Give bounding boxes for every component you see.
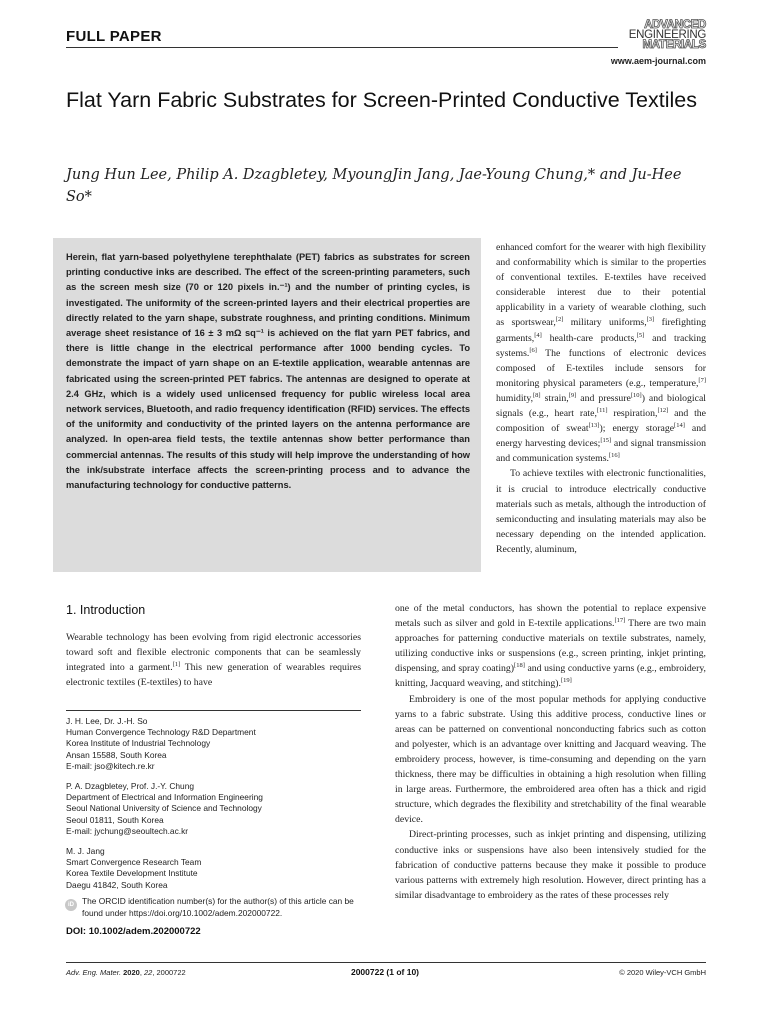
affiliation-line: Human Convergence Technology R&D Department [66,727,256,738]
page-number: 2000722 (1 of 10) [350,967,420,977]
text-run: The functions of electronic devices composed of E-textiles include sensors for monitoring physical parameters (e.g., temperature, [496,347,706,389]
footer-article: 2000722 [156,968,186,977]
text-run: and the composition of sweat [496,408,706,435]
doi-link[interactable]: DOI: 10.1002/adem.202000722 [66,926,201,937]
affiliation-block [66,846,366,891]
paragraph [395,601,706,692]
logo-line-2: ENGINEERING [628,29,706,41]
text-run: firefighting garments, [496,317,707,344]
affiliation-line: P. A. Dzagbletey, Prof. J.-Y. Chung [66,781,195,791]
affiliation-line: Daegu 41842, South Korea [66,879,168,890]
affiliation-line: M. J. Jang [66,846,105,856]
affiliation-line: Korea Institute of Industrial Technology [66,738,211,749]
citation-link[interactable]: [17] [614,616,626,624]
text-run: and energy harvesting devices; [496,423,706,450]
header-rule [66,47,618,48]
affiliation-line: Seoul 01811, South Korea [66,814,164,825]
affiliation-line: J. H. Lee, Dr. J.-H. So [66,716,148,726]
affiliation-line: Korea Textile Development Institute [66,868,198,879]
text-run: military uniforms, [563,317,647,329]
footer-citation: Adv. Eng. Mater. 2020, 22, 2000722 [66,968,186,977]
affiliation-rule [66,710,361,711]
footer-rule [66,962,706,963]
citation-link[interactable]: [19] [560,677,572,685]
text-run: humidity, [496,392,534,404]
abstract-text: Herein, flat yarn-based polyethylene terephthalate (PET) fabrics as substrates for screen printing conductive inks are described. The effect of the screen-printing parameters, such as the screen mesh size (70 or 120 pixels in.⁻¹) and the number of printing cycles, is investigated. The uniformity of the screen-printed layers and their electrical properties are directly related to the yarn shape, substrate roughness, and printing conditions. Minimum average sheet resistance of 16 ± 3 mΩ sq⁻¹ is achieved on the flat yarn PET fabrics, and there is little change in the electrical performance after 1000 bending cycles. To demonstrate the impact of yarn shape on an E-textile application, wearable antennas are fabricated using the screen-printed PET fabrics. The antennas are designed to operate at 2.4 GHz, which is a widely used unlicensed frequency for public wireless local area network services, Bluetooth, and radio frequency identification (RFID) services. The effects of the uniformity and conductivity of the printed layers on the antenna performance are analyzed. In open-area field tests, the textile antennas show better performance than commercial antennas. The results of this study will help improve the understanding of how the ink/substrate interface affects the screen-printing process and to advance the manufacturing technology for conductive patterns. [66,252,470,491]
paragraph: To achieve textiles with electronic functionalities, it is crucial to introduce electrically conductive materials such as metals, although the introduction of semiconducting and insulating materials may also be necessary depending on the intended application. Recently, aluminum, [496,468,706,555]
affiliation-email[interactable]: E-mail: jso@kitech.re.kr [66,760,155,771]
right-column [496,240,706,557]
text-run: and using conductive yarns (e.g., embroidery, knitting, Jacquard weaving, and stitching). [395,663,706,690]
text-run: respiration, [607,408,658,420]
affiliation-email[interactable]: E-mail: jychung@seoultech.ac.kr [66,825,189,836]
text-run: one of the metal conductors, has shown the potential to replace expensive metals such as silver and gold in E-textile applications. [395,603,706,630]
affiliation-block [66,716,366,772]
journal-url-link[interactable]: www.aem-journal.com [610,56,706,66]
text-run: There are two main approaches for patterning conductive materials on textile substrates, namely, utilizing conductive inks or suspensions (e.g., screen printing, inkjet printing, dispensing, and spray coating) [395,618,706,675]
citation-link[interactable]: [14] [674,421,685,429]
footer-volume: 22 [143,968,153,977]
citation-link[interactable]: [3] [646,316,655,324]
logo-line-1: ADVANCED [644,19,706,31]
citation-link[interactable]: [5] [636,331,645,339]
article-title: Flat Yarn Fabric Substrates for Screen-Printed Conductive Textiles [66,88,697,112]
citation-link[interactable]: [1] [172,660,181,668]
copyright: © 2020 Wiley-VCH GmbH [619,968,706,977]
intro-paragraph [66,630,361,690]
text-run: ) and biological signals (e.g., heart rate, [496,392,706,420]
citation-link[interactable]: [12] [657,406,669,414]
citation-link[interactable]: [11] [596,406,608,414]
citation-link[interactable]: [6] [529,346,537,354]
text-run: and pressure [576,392,631,404]
text-run: ); energy storage [599,423,675,435]
footer-journal: Adv. Eng. Mater. [66,968,122,977]
affiliation-line: Smart Convergence Research Team [66,857,202,868]
citation-link[interactable]: [16] [608,452,620,460]
orcid-note: The ORCID identification number(s) for the author(s) of this article can be found under https://doi.org/10.1002/adem.202000722. [82,896,354,918]
citation-link[interactable]: [9] [568,391,577,399]
affiliation-line: Seoul National University of Science and Technology [66,803,262,814]
affiliation-line: Department of Electrical and Information Engineering [66,792,263,803]
citation-link[interactable]: [18] [514,662,525,670]
section-heading-introduction: 1. Introduction [66,603,146,617]
text-run: strain, [540,392,569,404]
paragraph [496,240,706,466]
citation-link[interactable]: [7] [698,376,706,384]
orcid-icon[interactable]: iD [65,899,77,911]
journal-logo [620,20,706,50]
footer-year: 2020 [123,968,140,977]
text-run: and tracking systems. [496,332,706,359]
text-run: health-care products, [541,332,637,344]
citation-link[interactable]: [15] [600,436,612,444]
citation-link[interactable]: [10] [630,391,642,399]
text-run: and signal transmission and communication systems. [496,438,706,465]
text-run: This new generation of wearables requires electronic textiles (E-textiles) to have [66,662,361,689]
author-list: Jung Hun Lee, Philip A. Dzagbletey, MyoungJin Jang, Jae-Young Chung,* and Ju-Hee So* [66,167,682,205]
citation-link[interactable]: [8] [533,391,541,399]
citation-link[interactable]: [4] [534,331,542,339]
citation-link[interactable]: [2] [555,316,564,324]
text-run: Wearable technology has been evolving from rigid electronic accessories toward soft and flexible electronic components that can be seamlessly integrated into a garment. [66,632,361,674]
paragraph: Embroidery is one of the most popular methods for applying conductive yarns to a fabric substrate. Using this additive process, conductive lines or areas can be patterned on conventional nonconducting fabrics such as cotton and polyester, which is an advantage over knitting and Jacquard weaving. The embroidery process, however, is time-consuming and depending on the yarn thickness, there may be difficulties in obtaining a high resolution when filling in large areas. Furthermore, the embroidered area often has a thick and rigid structure, which degrades the flexibility and stretchability of the final wearable device. [395,693,706,826]
citation-link[interactable]: [13] [588,421,600,429]
affiliation-line: Ansan 15588, South Korea [66,749,167,760]
wide-column [395,601,706,903]
affiliation-block [66,781,366,837]
text-run: enhanced comfort for the wearer with high flexibility and conformability which is similar to the properties of conventional textiles. E-textiles have received considerable interest due to their potential applicability in a variety of wearable clothing, such as sportswear, [496,242,706,329]
paragraph: Direct-printing processes, such as inkjet printing and dispensing, utilizing conductive inks or suspensions have also been intensively studied for the fabrication of conductive patterns because they make it possible to produce various patterns with extremely high resolution. However, direct printing has a similar disadvantage to embroidery as the rates of these processes rely [395,829,706,901]
section-label: FULL PAPER [66,28,162,45]
logo-line-3: MATERIALS [642,39,706,51]
